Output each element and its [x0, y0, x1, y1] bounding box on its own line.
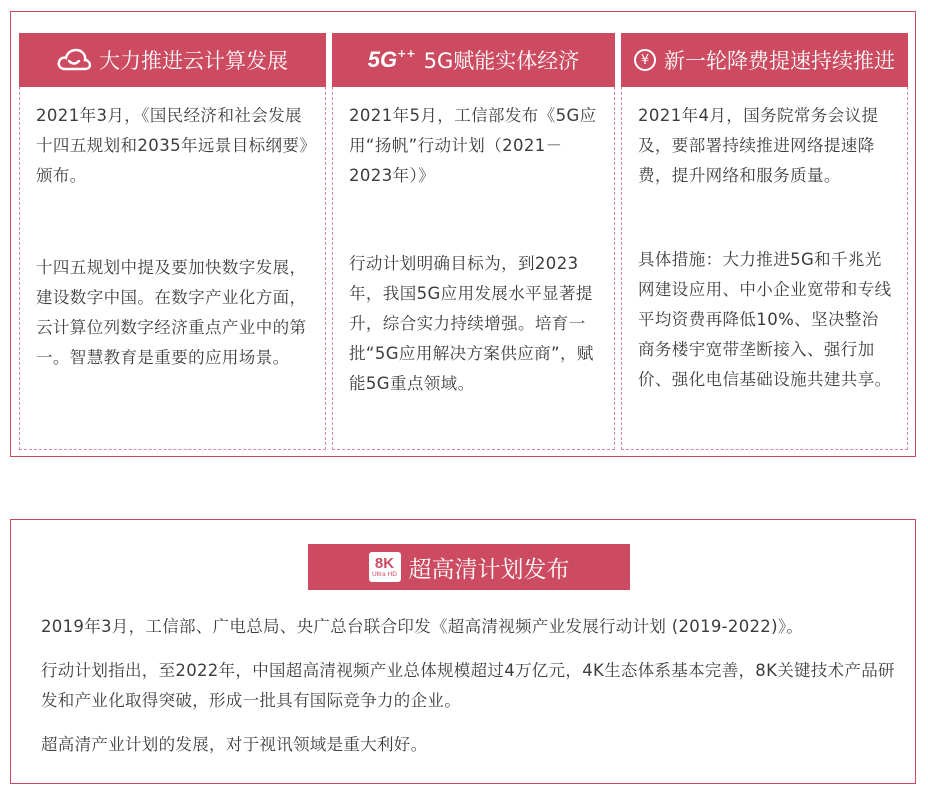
column-body	[19, 87, 326, 450]
column-title: 5G赋能实体经济	[423, 49, 580, 73]
uhd-paragraph: 2019年3月，工信部、广电总局、央广总台联合印发《超高清视频产业发展行动计划 (2019-2022)》。	[41, 617, 804, 636]
column-body	[621, 87, 908, 450]
column-header	[19, 33, 326, 87]
policy-frame	[10, 11, 916, 457]
uhd-header	[308, 544, 630, 590]
yuan-icon: ¥	[634, 49, 656, 71]
column-title: 新一轮降费提速持续推进	[664, 49, 895, 73]
column-cloud	[19, 33, 326, 450]
column-body	[332, 87, 615, 450]
column-paragraph: 行动计划明确目标为，到2023年，我国5G应用发展水平显著提升，综合实力持续增强。培育一批“5G应用解决方案供应商”，赋能5G重点领域。	[349, 254, 594, 393]
5g-icon: 5G ++	[367, 46, 416, 72]
column-paragraph: 十四五规划中提及要加快数字发展，建设数字中国。在数字产业化方面，云计算位列数字经济重点产业中的第一。智慧教育是重要的应用场景。	[36, 258, 307, 367]
column-header	[621, 33, 908, 87]
uhd-paragraph: 行动计划指出，至2022年，中国超高清视频产业总体规模超过4万亿元，4K生态体系基本完善，8K关键技术产品研发和产业化取得突破，形成一批具有国际竞争力的企业。	[41, 661, 895, 710]
column-title: 大力推进云计算发展	[99, 49, 288, 73]
column-5g	[332, 33, 615, 450]
8k-icon: 8K Ultra HD	[369, 552, 401, 582]
uhd-paragraph: 超高清产业计划的发展，对于视讯领域是重大利好。	[41, 735, 428, 754]
column-paragraph: 2021年5月，工信部发布《5G应用“扬帆”行动计划（2021－2023年）》	[349, 106, 597, 185]
uhd-frame	[10, 519, 916, 784]
column-paragraph: 2021年4月，国务院常务会议提及，要部署持续推进网络提速降费，提升网络和服务质量。	[638, 106, 879, 185]
uhd-title: 超高清计划发布	[408, 556, 570, 583]
cloud-icon	[57, 47, 91, 73]
column-paragraph: 具体措施：大力推进5G和千兆光网建设应用、中小企业宽带和专线平均资费再降低10%、坚决整治商务楼宇宽带垄断接入、强行加价、强化电信基础设施共建共享。	[638, 250, 892, 389]
column-fee-reduction	[621, 33, 908, 450]
column-paragraph: 2021年3月，《国民经济和社会发展十四五规划和2035年远景目标纲要》颁布。	[36, 106, 308, 185]
column-header	[332, 33, 615, 87]
